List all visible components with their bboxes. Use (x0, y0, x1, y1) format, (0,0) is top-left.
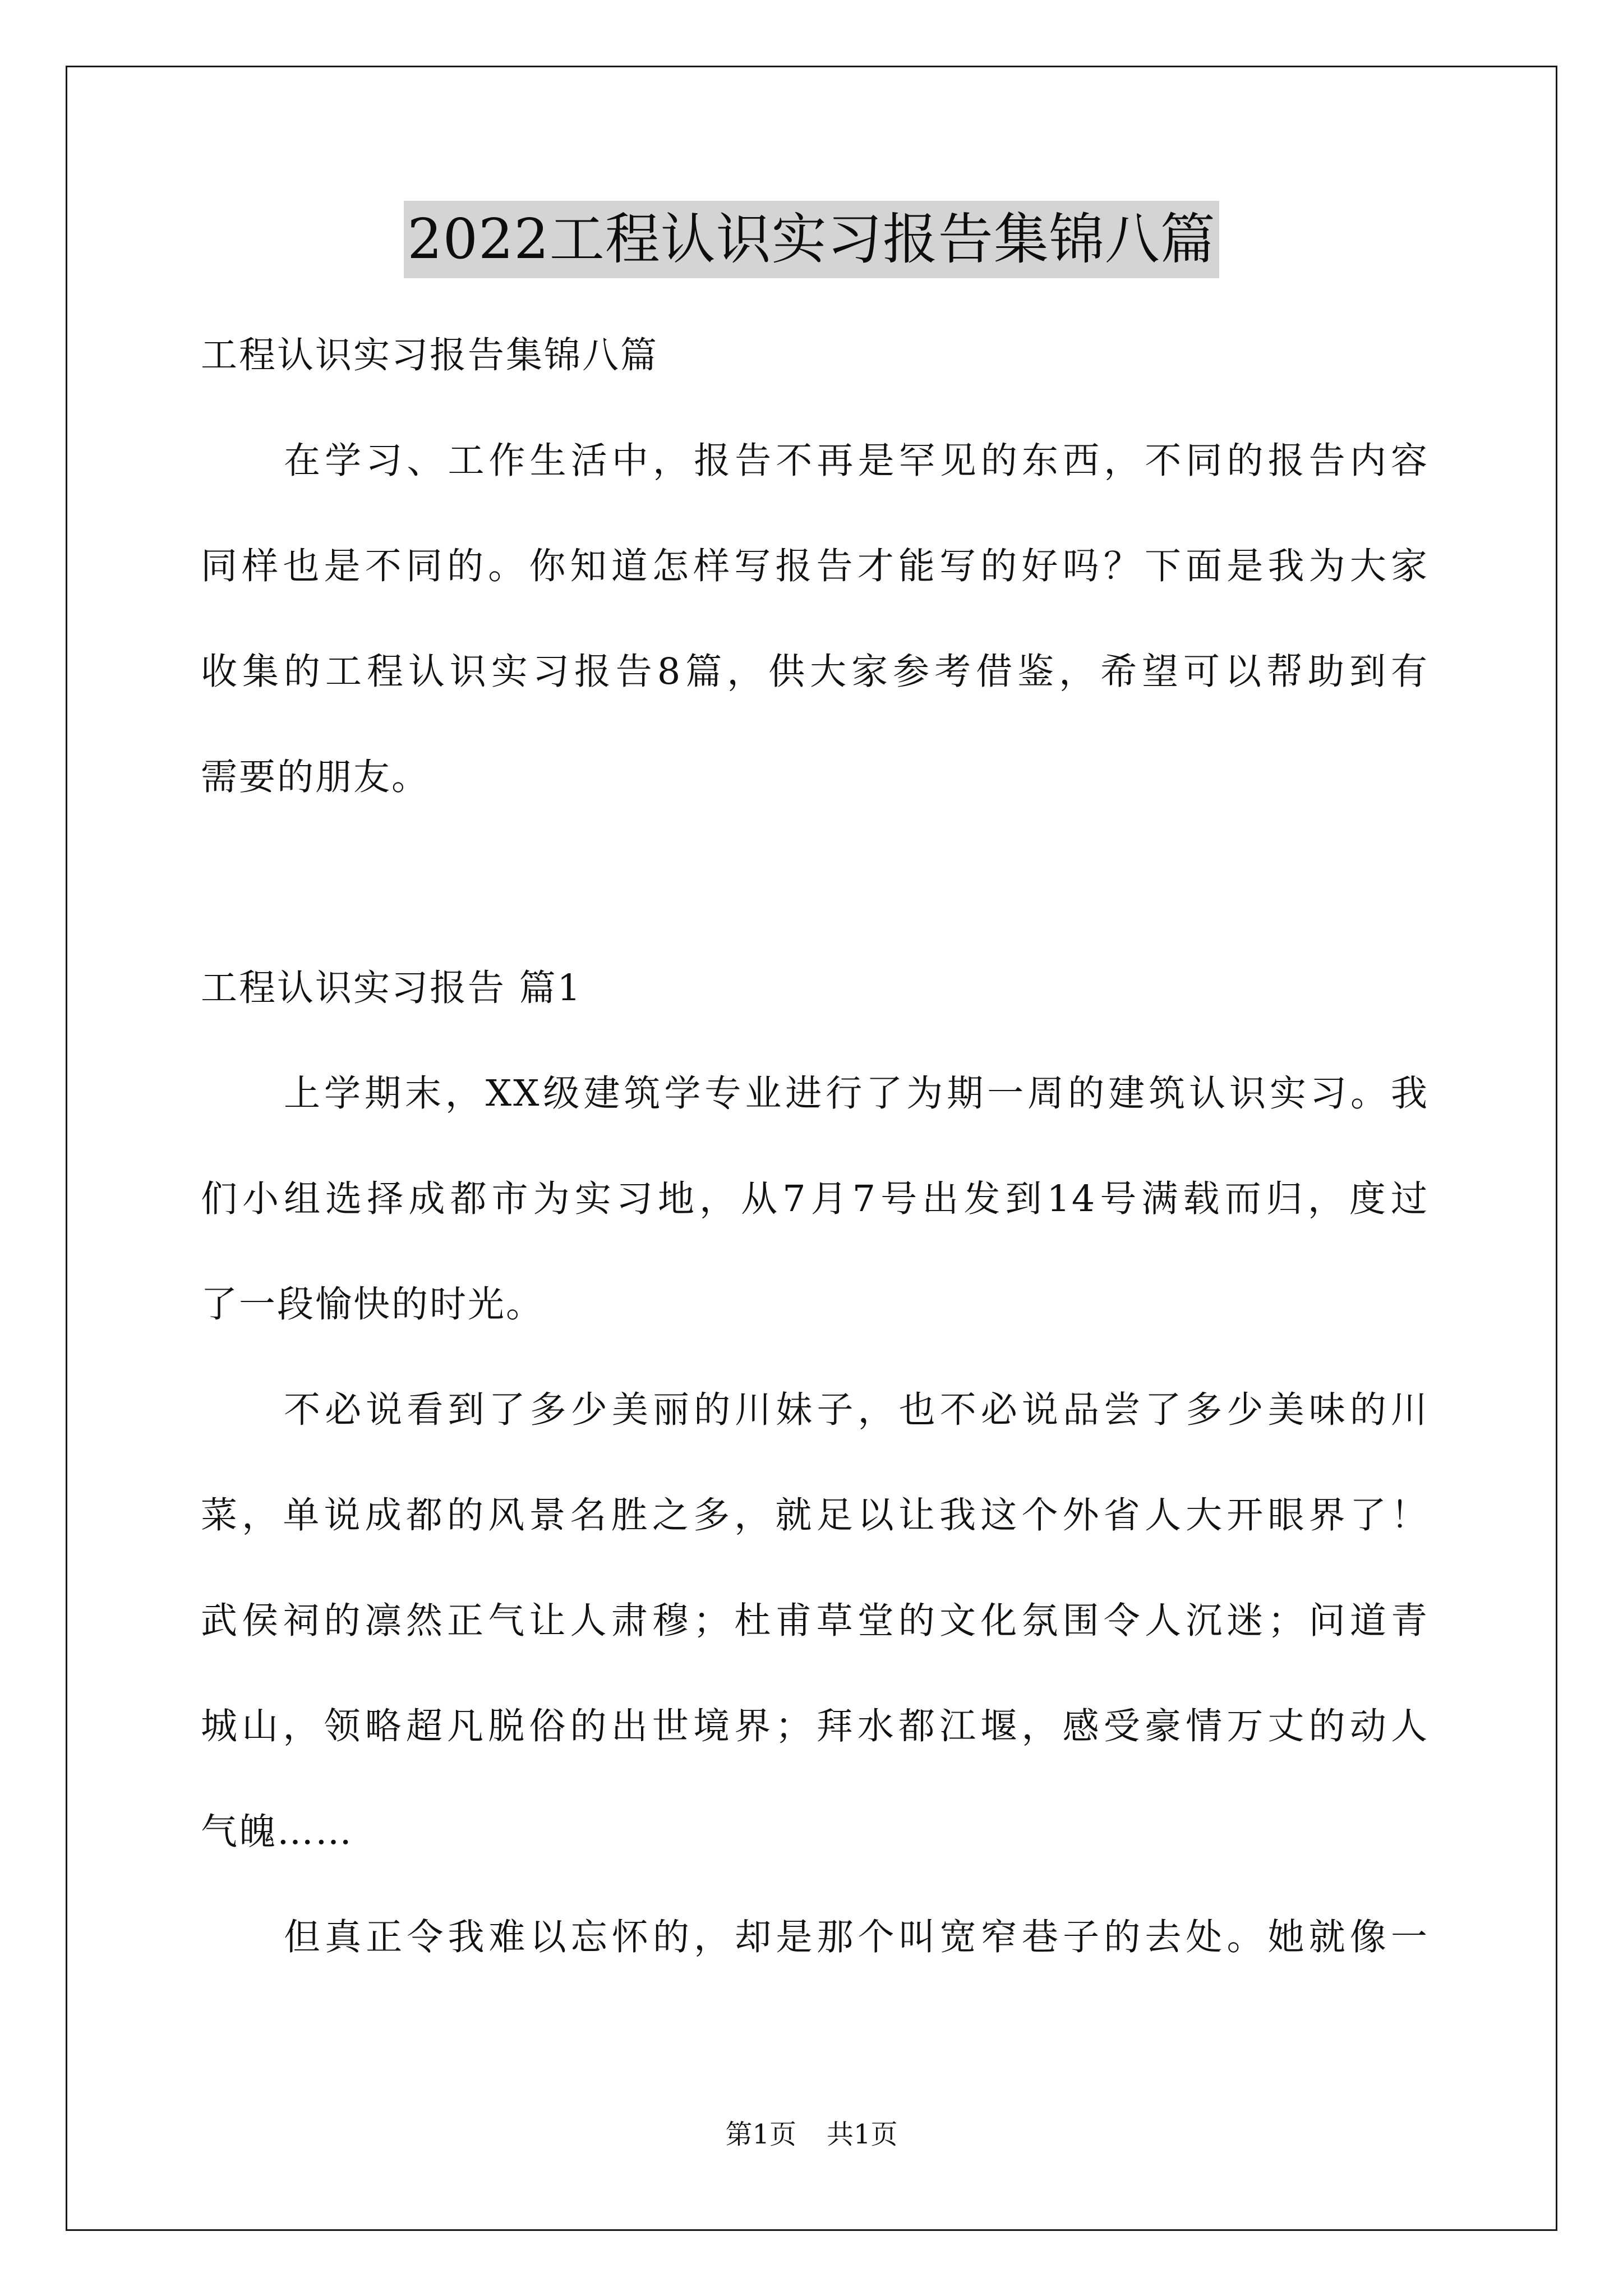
paragraph-line: 菜，单说成都的风景名胜之多，就足以让我这个外省人大开眼界了！ (201, 1494, 1429, 1536)
title-container (0, 201, 1623, 278)
document-body (201, 303, 1429, 1990)
intro-line: 在学习、工作生活中，报告不再是罕见的东西，不同的报告内容 (284, 440, 1429, 482)
page-number: 第1页 (725, 2119, 796, 2150)
paragraph-line: 了一段愉快的时光。 (201, 1283, 545, 1326)
document-title: 2022工程认识实习报告集锦八篇 (404, 201, 1219, 278)
paragraph-line: 气魄…… (201, 1811, 354, 1853)
paragraph-line: 武侯祠的凛然正气让人肃穆；杜甫草堂的文化氛围令人沉迷；问道青 (201, 1600, 1429, 1642)
paragraph-line: 但真正令我难以忘怀的，却是那个叫宽窄巷子的去处。她就像一 (284, 1916, 1429, 1958)
page-footer (0, 2118, 1623, 2151)
section-spacer (201, 830, 1429, 936)
intro-line: 需要的朋友。 (201, 756, 430, 798)
document-subtitle: 工程认识实习报告集锦八篇 (201, 334, 659, 376)
paragraph-line: 上学期末，XX级建筑学专业进行了为期一周的建筑认识实习。我 (284, 1073, 1429, 1115)
page-total: 共1页 (827, 2119, 898, 2150)
paragraph-line: 们小组选择成都市为实习地，从7月7号出发到14号满载而归，度过 (201, 1178, 1429, 1220)
paragraph-line: 不必说看到了多少美丽的川妹子，也不必说品尝了多少美味的川 (284, 1389, 1429, 1431)
intro-line: 收集的工程认识实习报告8篇，供大家参考借鉴，希望可以帮助到有 (201, 651, 1429, 693)
intro-line: 同样也是不同的。你知道怎样写报告才能写的好吗？下面是我为大家 (201, 545, 1429, 587)
paragraph-line: 城山，领略超凡脱俗的出世境界；拜水都江堰，感受豪情万丈的动人 (201, 1705, 1429, 1747)
section-heading: 工程认识实习报告 篇1 (201, 967, 583, 1009)
